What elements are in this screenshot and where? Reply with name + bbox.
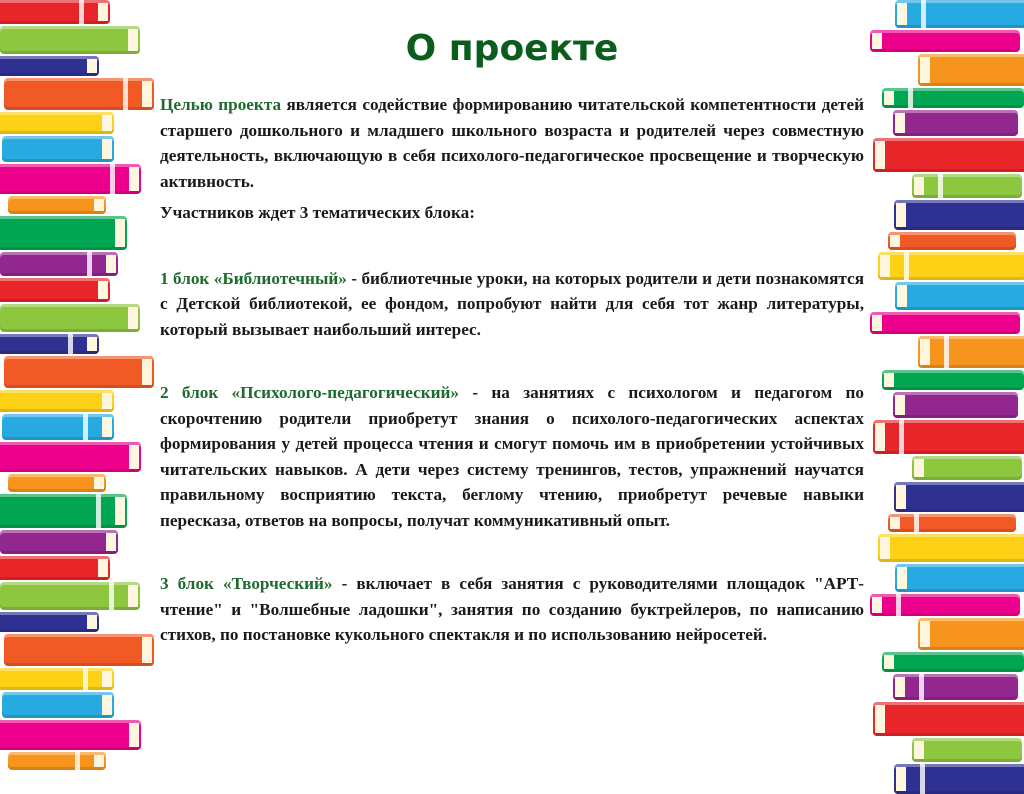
book-spine [912,456,1022,480]
book-spine [0,304,140,332]
book-spine [0,252,118,276]
book-spine [0,278,110,302]
book-spine [882,652,1024,672]
book-spine [4,78,154,110]
book-spine [0,0,110,24]
book-spine [873,138,1024,172]
book-spine [878,252,1024,280]
book-spine [8,752,106,770]
book-stack-left [0,0,165,768]
book-spine [0,112,114,134]
block-library-text: - библиотечные уроки, на которых родители и дети познакомятся с Детской библиотекой, ее фондом, попробуют найти для себя тот жанр литературы, который вызывает наибольший интерес. [160,268,864,339]
book-spine [912,738,1022,762]
book-spine [895,0,1024,28]
book-spine [0,390,114,412]
book-spine [873,420,1024,454]
book-spine [4,634,154,666]
book-spine [0,216,127,250]
book-spine [0,56,99,76]
block-creative [160,571,864,648]
book-spine [0,530,118,554]
book-spine [8,474,106,492]
intro-paragraph [160,92,864,194]
book-spine [894,764,1024,794]
block-psychology-heading: 2 блок «Психолого-педагогический» [160,383,460,402]
block-psychology [160,380,864,533]
book-spine [0,494,127,528]
book-spine [918,336,1024,368]
book-spine [894,200,1024,230]
book-spine [893,392,1018,418]
intro-text: является содействие формированию читательской компетентности детей старшего дошкольного и младшего школьного возраста и родителей через совместную деятельность, включающую в себя психолого-педагогическое просвещение и творческую активность. [160,95,864,191]
page-title: О проекте [405,28,619,69]
book-spine [878,534,1024,562]
book-spine [870,312,1020,334]
block-library-heading: 1 блок «Библиотечный» [160,268,347,288]
book-stack-right [864,0,1024,768]
book-spine [873,702,1024,736]
book-spine [882,370,1024,390]
intro-lead: Целью проекта [160,95,282,114]
book-spine [0,26,140,54]
block-creative-heading: 3 блок «Творческий» [160,574,333,593]
book-spine [0,164,141,194]
book-spine [0,720,141,750]
book-spine [2,692,114,718]
book-spine [895,564,1024,592]
book-spine [893,674,1018,700]
book-spine [888,514,1016,532]
book-spine [888,232,1016,250]
project-description [160,92,864,648]
book-spine [0,442,141,472]
participants-line: Участников ждет 3 тематических блока: [160,203,475,222]
block-creative-text: - включает в себя занятия с руководителями площадок "АРТ-чтение" и "Волшебные ладошки", занятия по созданию буктрейлеров, по написанию стихов, по постановке кукольного спектакля и по использованию нейросетей. [160,574,864,644]
book-spine [870,594,1020,616]
block-library [160,266,864,343]
book-spine [0,334,99,354]
book-spine [870,30,1020,52]
book-spine [0,612,99,632]
book-spine [2,136,114,162]
book-spine [4,356,154,388]
book-spine [8,196,106,214]
book-spine [895,282,1024,310]
book-spine [912,174,1022,198]
book-spine [0,668,114,690]
book-spine [0,582,140,610]
book-spine [918,618,1024,650]
book-spine [0,556,110,580]
book-spine [882,88,1024,108]
block-psychology-text: - на занятиях с психологом и педагогом по скорочтению родители приобретут знания о психолого-педагогических аспектах формирования у детей процесса чтения и смогут помочь им в приобретении устойчивых читательских навыков. А дети через систему тренингов, тестов, упражнений научатся правильному восприятию текста, беглому чтению, приобретут речевые навыки пересказа, ответов на вопросы, получат коммуникативный опыт. [160,383,864,530]
book-spine [894,482,1024,512]
book-spine [918,54,1024,86]
book-spine [2,414,114,440]
book-spine [893,110,1018,136]
